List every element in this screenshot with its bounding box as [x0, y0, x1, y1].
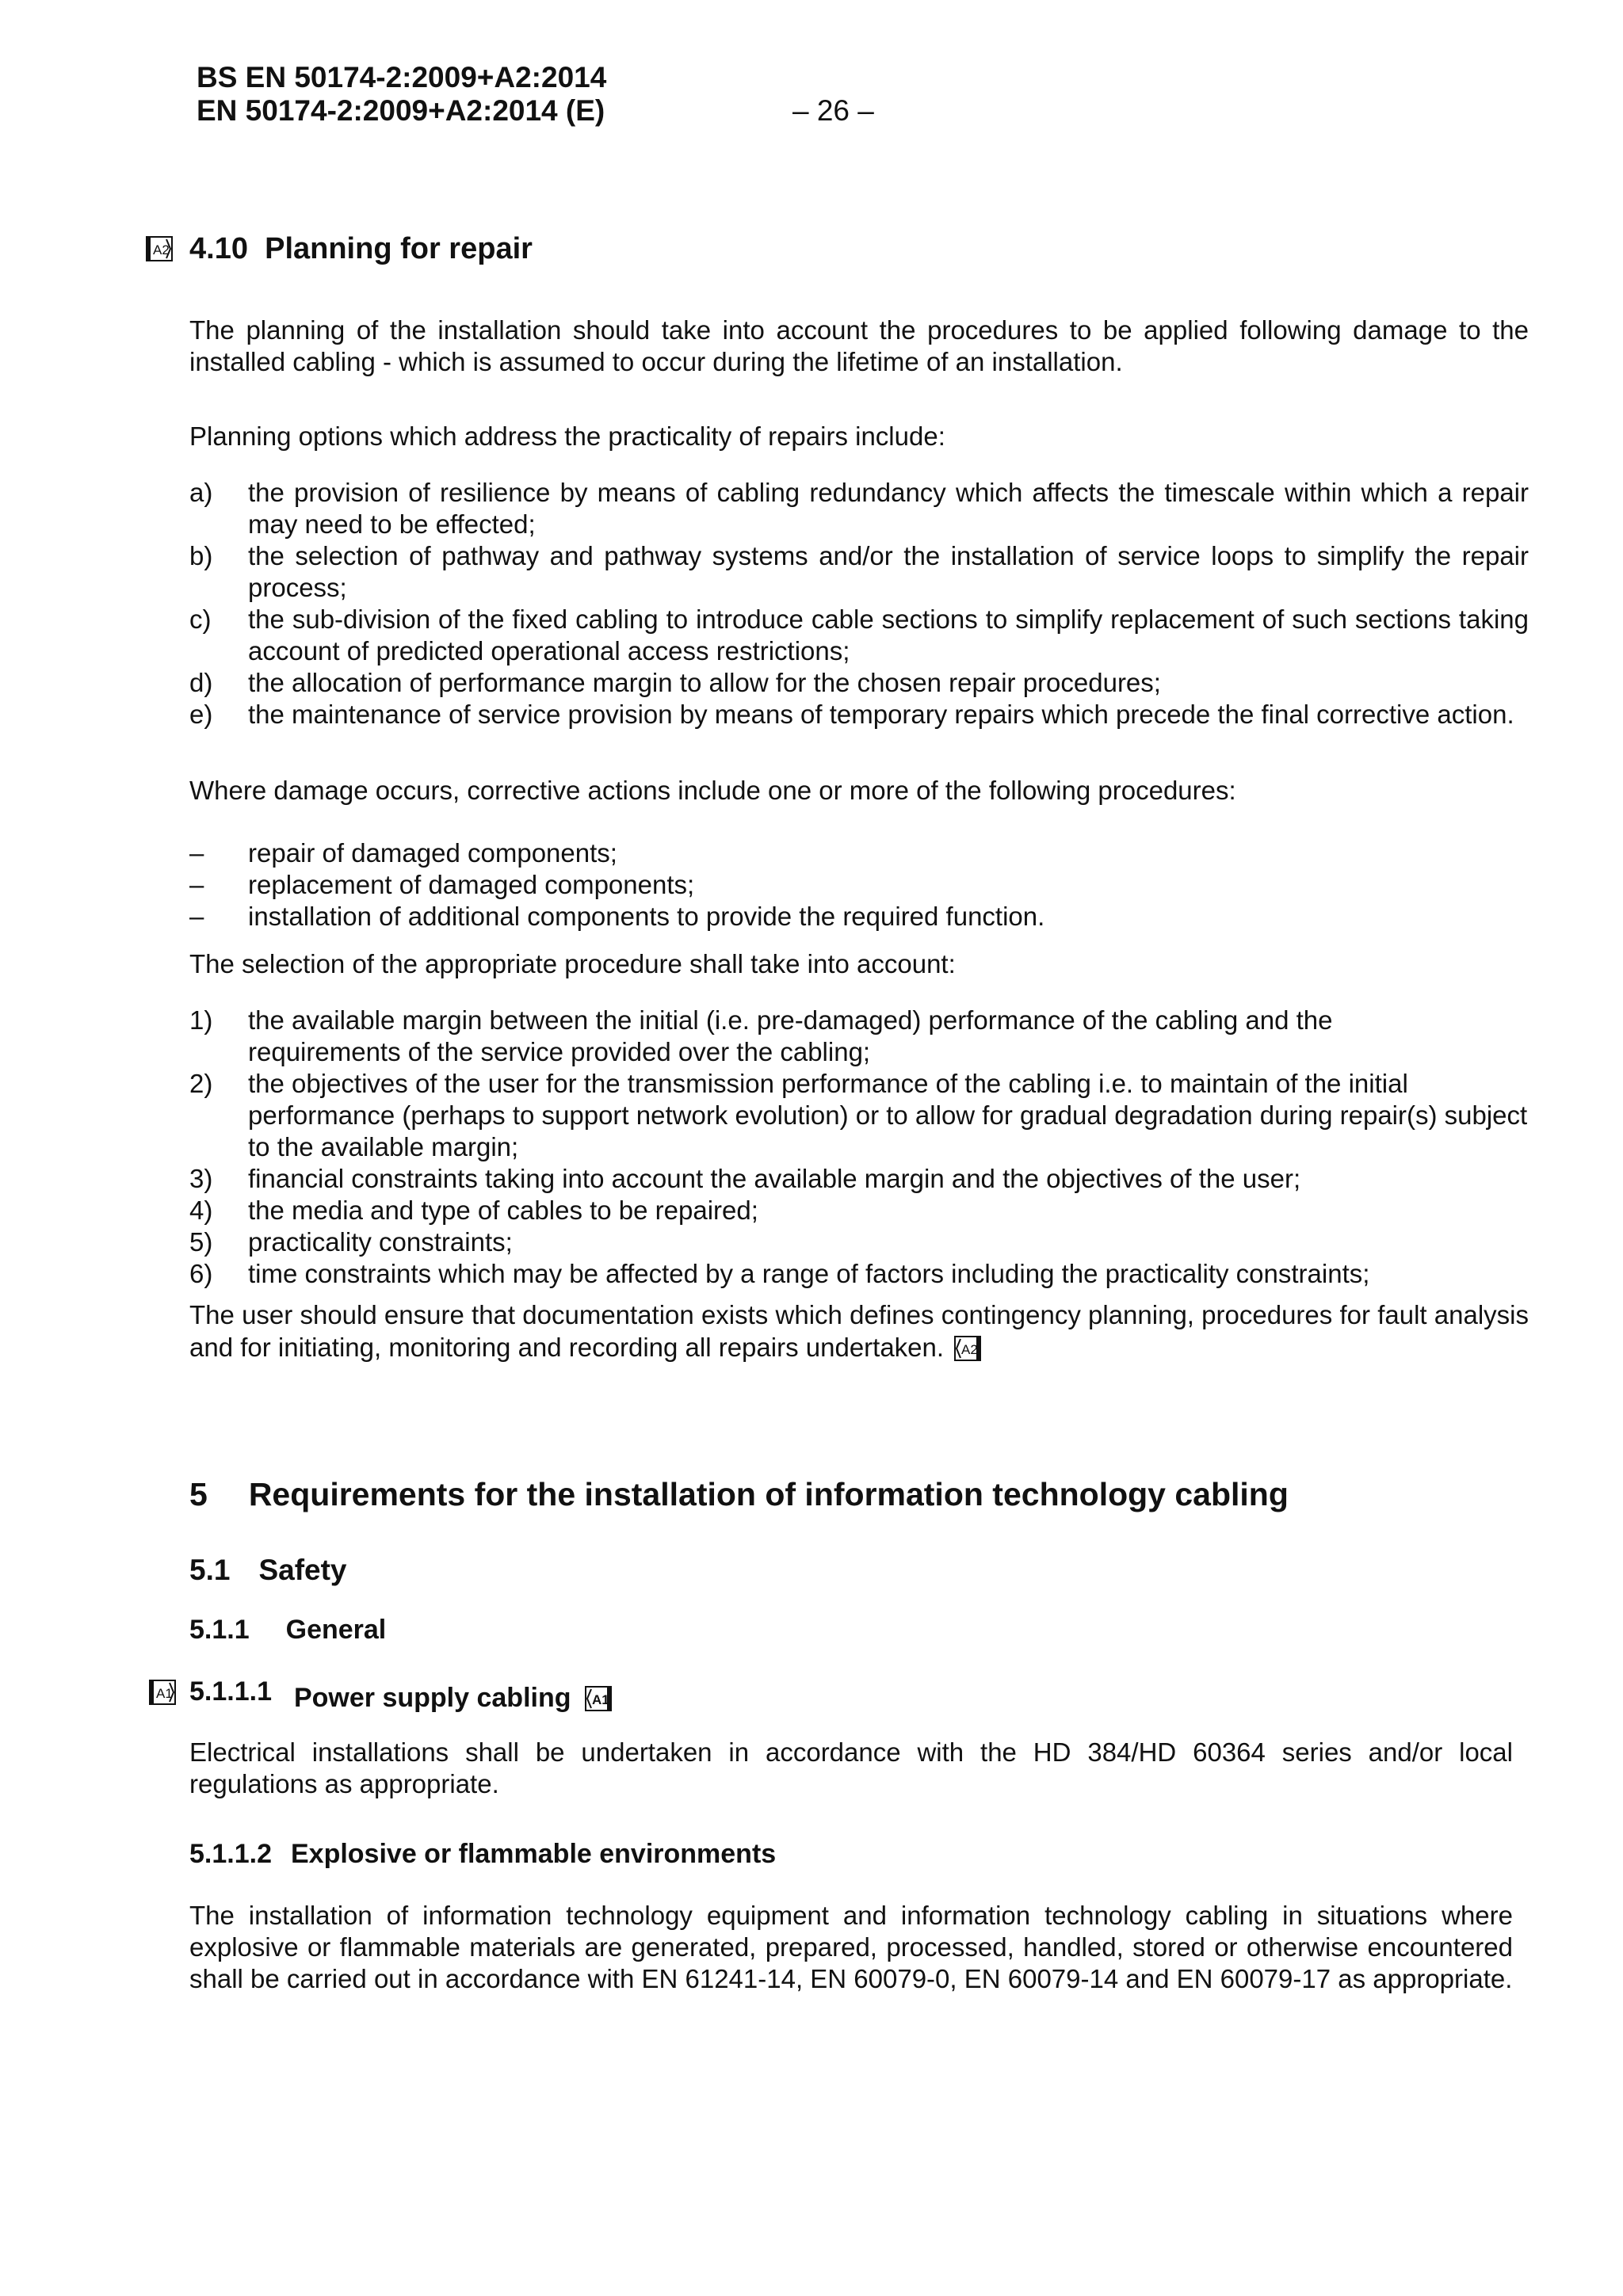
section-number: 5	[189, 1476, 208, 1512]
list-item: 5) practicality constraints;	[189, 1227, 513, 1257]
section-4-10-heading	[189, 231, 533, 266]
section-5-1-1-heading	[189, 1614, 386, 1646]
amendment-a1-end-icon	[585, 1686, 612, 1711]
section-number: 5.1.1.1	[189, 1676, 272, 1707]
list-item: – repair of damaged components;	[189, 838, 617, 868]
section-4-10-paragraph-5: The user should ensure that documentation exists which defines contingency planning, procedures for fault analysis and for initiating, monitoring and recording all repairs undertaken. A2	[189, 1300, 1529, 1362]
section-number: 5.1.1	[189, 1615, 250, 1645]
section-number: 5.1.1.2	[189, 1839, 272, 1869]
section-5-heading	[189, 1475, 1289, 1513]
section-4-10-paragraph-4: The selection of the appropriate procedure shall take into account:	[189, 949, 956, 978]
section-4-10-paragraph-2: Planning options which address the practicality of repairs include:	[189, 421, 945, 451]
section-title: Safety	[258, 1554, 347, 1586]
section-5-1-1-2-paragraph: The installation of information technology equipment and information technology cabling in situations where explosive or flammable materials are generated, prepared, processed, handled, stored or otherwise encountered shall be carried out in accordance with EN 61241-14, EN 60079-0, EN 60079-14 and EN 60079-17 as appropriate.	[189, 1901, 1513, 1993]
section-5-1-1-1-heading	[189, 1675, 609, 1713]
svg-text:A2: A2	[153, 242, 170, 257]
section-title: Explosive or flammable environments	[290, 1839, 777, 1869]
corrective-procedures-list	[189, 837, 1529, 933]
svg-text:A2: A2	[961, 1342, 979, 1357]
planning-options-list	[189, 477, 1529, 730]
section-4-10-paragraph-3: Where damage occurs, corrective actions include one or more of the following procedures:	[189, 776, 1236, 805]
amendment-a2-end-marker	[954, 1336, 981, 1361]
selection-factors-list	[189, 1005, 1529, 1290]
section-5-1-1-2-heading	[189, 1838, 776, 1870]
section-5-1-1-1-paragraph: Electrical installations shall be undertaken in accordance with the HD 384/HD 60364 series and/or local regulations as appropriate.	[189, 1737, 1513, 1798]
list-item: 2) the objectives of the user for the transmission performance of the cabling i.e. to maintain of the initial performance (perhaps to support network evolution) or to allow for gradual degradation during repair(s) subject to the available margin;	[189, 1069, 1528, 1161]
section-title: Power supply cabling	[293, 1683, 571, 1713]
list-item: e) the maintenance of service provision by means of temporary repairs which precede the final corrective action.	[189, 700, 1514, 729]
svg-text:A1: A1	[156, 1686, 173, 1701]
section-4-10-paragraph-1: The planning of the installation should take into account the procedures to be applied following damage to the installed cabling - which is assumed to occur during the lifetime of an installation.	[189, 315, 1529, 376]
standard-reference-line1: BS EN 50174-2:2009+A2:2014	[197, 61, 607, 93]
section-title: General	[285, 1615, 387, 1645]
list-item: a) the provision of resilience by means of cabling redundancy which affects the timescale within which a repair may need to be effected;	[189, 478, 1529, 539]
list-item: 4) the media and type of cables to be repaired;	[189, 1196, 758, 1225]
standard-reference-line2: EN 50174-2:2009+A2:2014 (E)	[197, 94, 605, 127]
amendment-a2-end-icon	[954, 1336, 981, 1361]
list-item: b) the selection of pathway and pathway systems and/or the installation of service loops to simplify the repair process;	[189, 541, 1529, 602]
list-item: – installation of additional components to provide the required function.	[189, 902, 1045, 931]
list-item: 6) time constraints which may be affected by a range of factors including the practicality constraints;	[189, 1259, 1370, 1288]
page-number: – 26 –	[792, 94, 874, 127]
amendment-a2-start-icon	[146, 236, 173, 261]
section-5-1-heading	[189, 1553, 347, 1588]
amendment-a2-start-marker	[146, 236, 173, 261]
section-title: Planning for repair	[265, 232, 533, 265]
section-number: 4.10	[189, 232, 248, 265]
amendment-a1-start-marker	[149, 1680, 176, 1705]
amendment-a1-start-icon	[149, 1680, 176, 1705]
list-item: 3) financial constraints taking into account the available margin and the objectives of the user;	[189, 1164, 1301, 1193]
list-item: c) the sub-division of the fixed cabling to introduce cable sections to simplify replacement of such sections taking account of predicted operational access restrictions;	[189, 605, 1529, 666]
amendment-a1-end-marker	[585, 1686, 612, 1711]
svg-text:A1: A1	[591, 1692, 609, 1707]
section-title: Requirements for the installation of information technology cabling	[248, 1476, 1289, 1512]
list-item: – replacement of damaged components;	[189, 870, 695, 899]
list-item: d) the allocation of performance margin to allow for the chosen repair procedures;	[189, 668, 1161, 697]
list-item: 1) the available margin between the initial (i.e. pre-damaged) performance of the cabling and the requirements of the service provided over the cabling;	[189, 1005, 1333, 1066]
section-number: 5.1	[189, 1554, 231, 1586]
